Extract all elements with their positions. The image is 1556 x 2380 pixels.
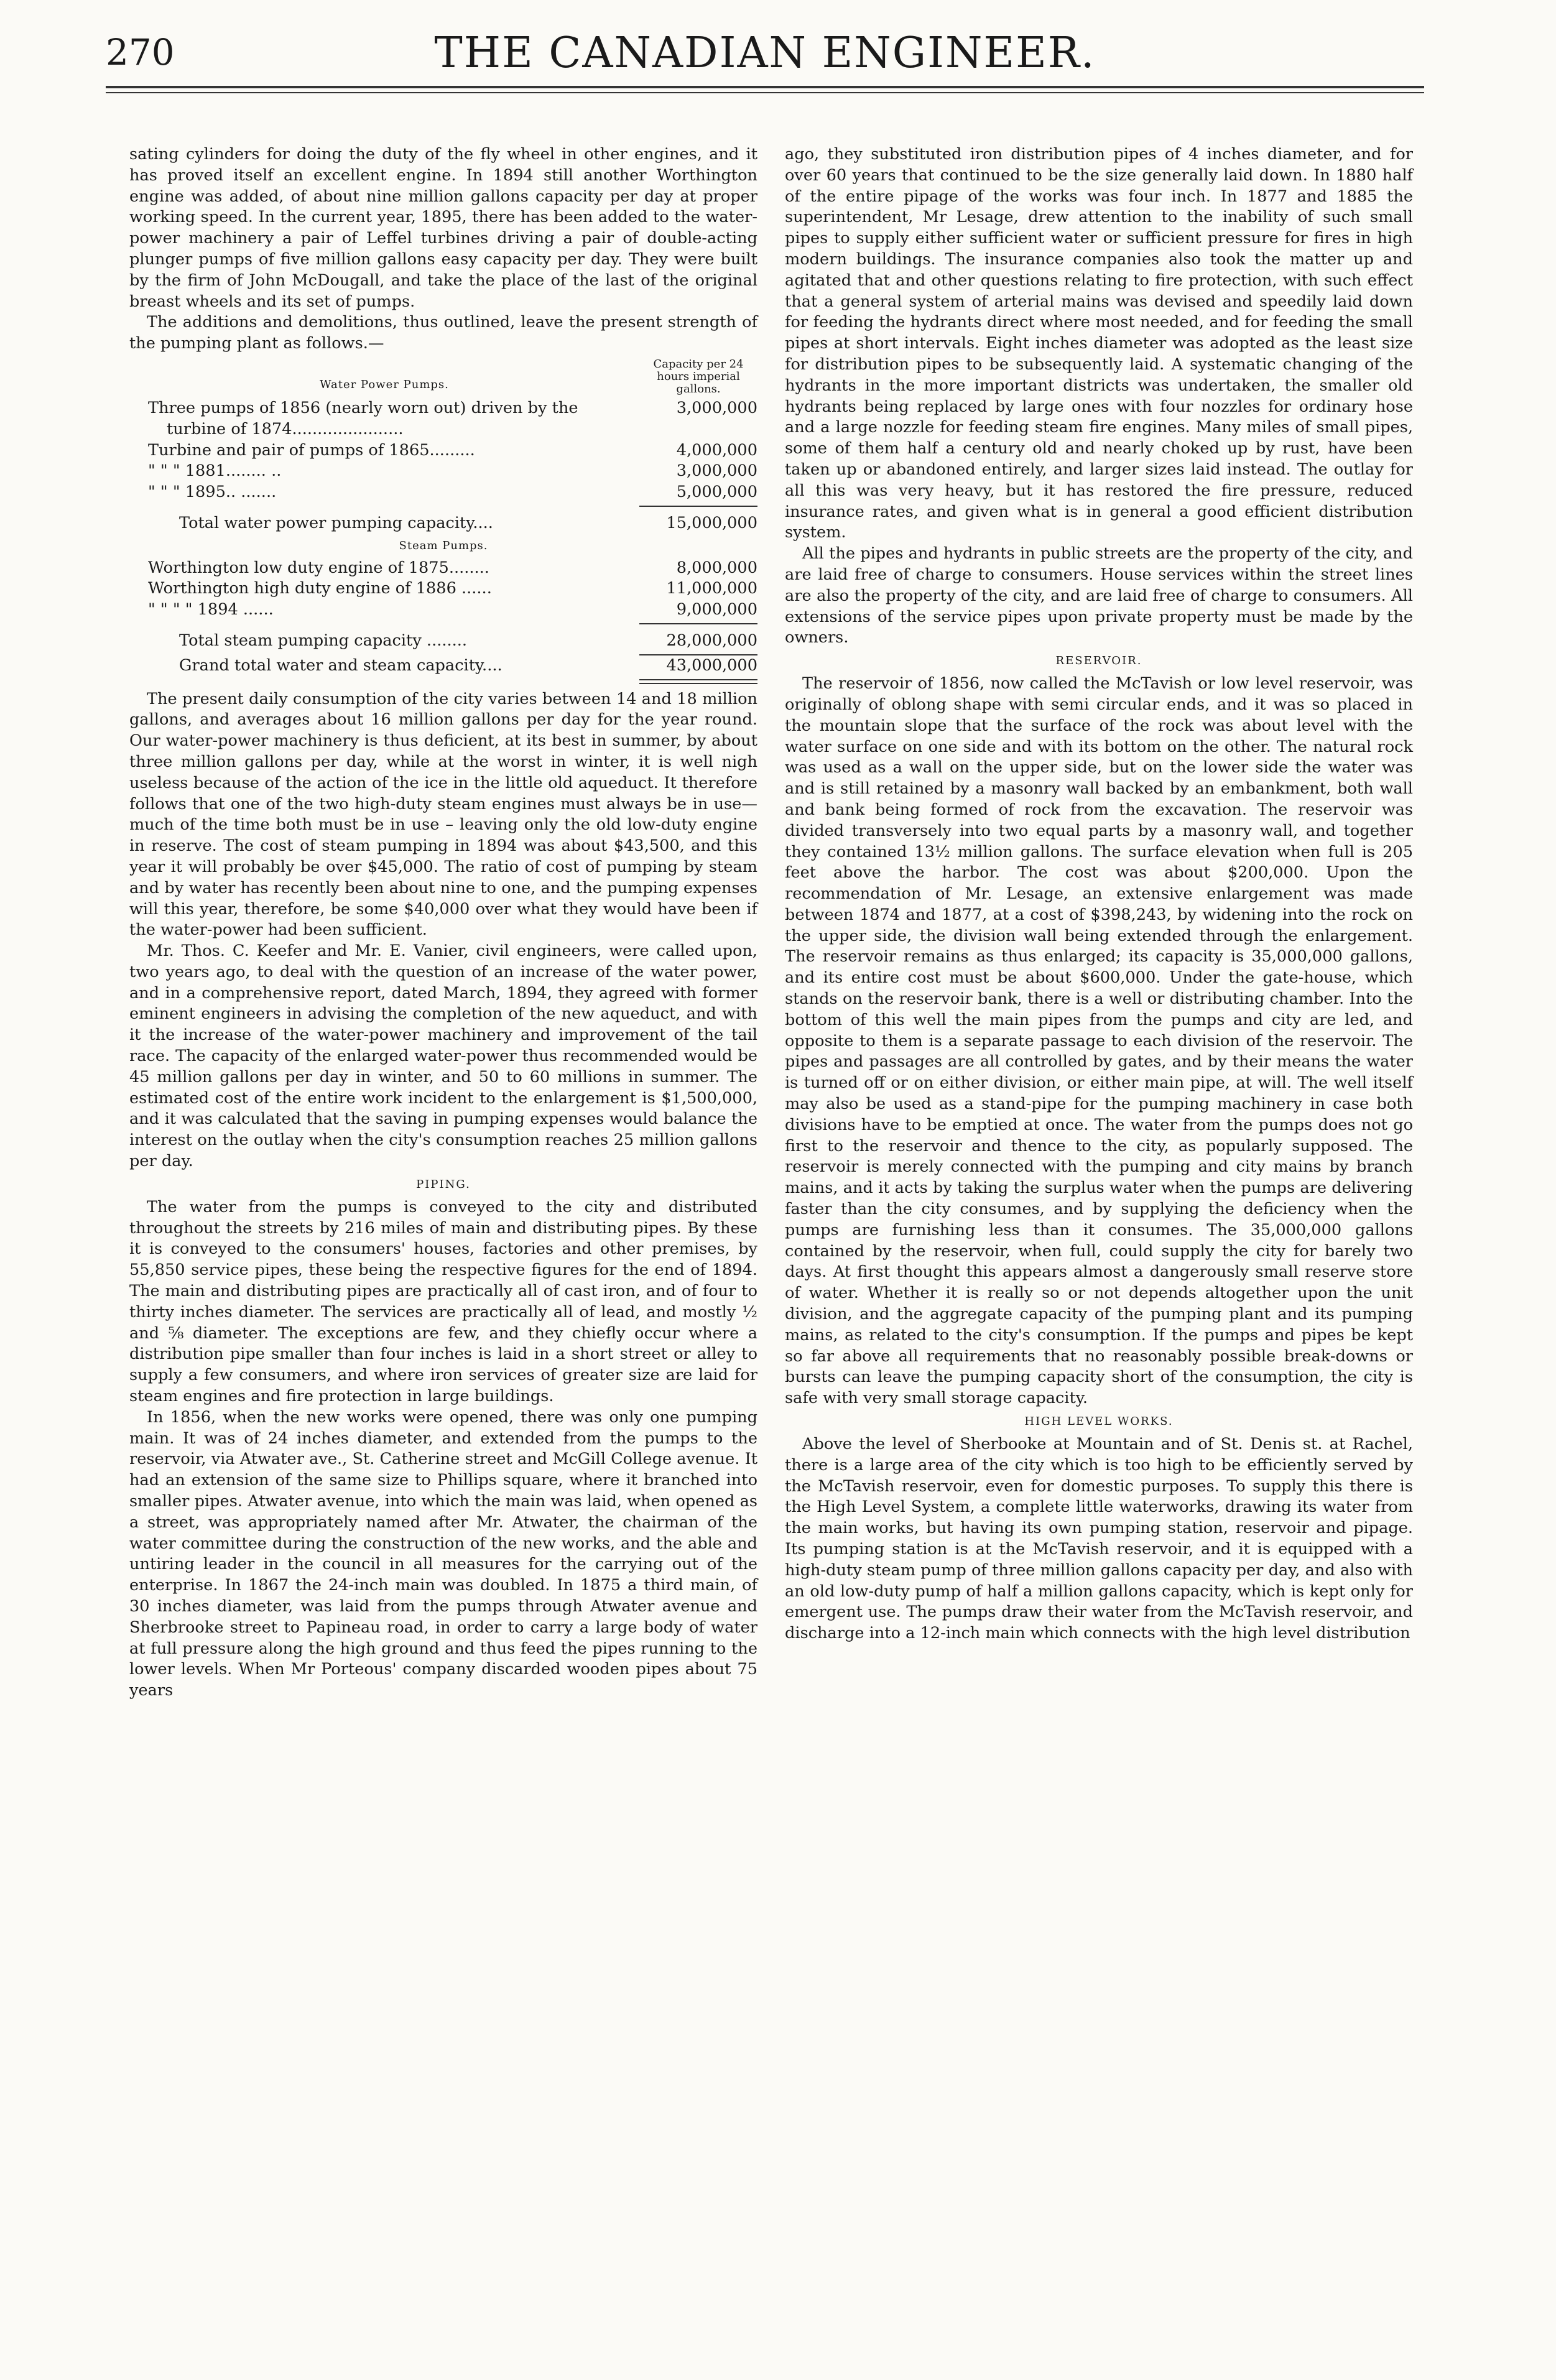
page-number: 270 <box>106 31 175 73</box>
water-power-pumps-label: Water Power Pumps. <box>320 378 449 392</box>
paragraph: All the pipes and hydrants in public streets are the property of the city, and are laid free of charge to consumers. House services within the street lines are also the property of the city, and are laid free of charge to consumers. All extensions of the service pipes upon private property must be made by the owners. <box>785 544 1413 647</box>
row-value: 15,000,000 <box>666 513 757 532</box>
table-row <box>129 600 757 621</box>
paragraph: The present daily consumption of the city varies between 14 and 18 million gallons, and averages about 16 million gallons per day for the year round. Our water-power machinery is thus deficient, at its best in summer, by about three million gallons per day, while at the worst in winter, it is well nigh useless because of the action of the ice in the little old aqueduct. It therefore follows that one of the two high-duty steam engines must always be in use—much of the time both must be in use – leaving only the old low-duty engine in reserve. The cost of steam pumping in 1894 was about $43,500, and this year it will probably be over $45,000. The ratio of cost of pumping by steam and by water has recently been about nine to one, and the pumping expenses will this year, therefore, be some $40,000 over what they would have been if the water-power had been sufficient. <box>129 689 757 940</box>
row-label: " " " 1881........ .. <box>148 461 282 481</box>
water-total-row <box>129 513 757 534</box>
table-row <box>129 440 757 461</box>
capacity-table <box>129 358 757 684</box>
capacity-table-header <box>129 358 757 396</box>
section-heading-piping: PIPING. <box>416 1177 471 1191</box>
row-label: Worthington low duty engine of 1875........ <box>148 558 489 577</box>
row-label: Total water power pumping capacity.... <box>179 513 493 532</box>
paragraph: In 1856, when the new works were opened, there was only one pumping main. It was of 24 inches diameter, and extended from the pumps to the reservoir, via Atwater ave., St. Catherine street and McGill College avenue. It had an extension of the same size to Phillips square, where it branched into smaller pipes. Atwater avenue, into which the main was laid, when opened as a street, was appropriately named after Mr. Atwater, the chairman of the water committee during the construction of the new works, and the able and untiring leader in the council in all measures for the carrying out of the enterprise. In 1867 the 24-inch main was doubled. In 1875 a third main, of 30 inches diameter, was laid from the pumps through Atwater avenue and Sherbrooke street to Papineau road, in order to carry a large body of water at full pressure along the high ground and thus feed the pipes running to the lower levels. When Mr Porteous' company discarded wooden pipes about 75 years <box>129 1407 757 1700</box>
steam-pumps-label: Steam Pumps. <box>399 539 488 552</box>
paragraph: The additions and demolitions, thus outlined, leave the present strength of the pumping plant as follows.— <box>129 313 757 353</box>
row-value: 4,000,000 <box>676 440 757 460</box>
row-label: Total steam pumping capacity ........ <box>179 631 468 650</box>
row-value: 9,000,000 <box>676 600 757 619</box>
left-column <box>129 144 757 1702</box>
header-rule <box>106 86 1424 88</box>
table-row <box>129 558 757 579</box>
row-value: 3,000,000 <box>676 461 757 481</box>
section-heading-reservoir: RESERVOIR. <box>1055 654 1142 668</box>
table-row <box>129 482 757 503</box>
steam-total-row <box>129 631 757 652</box>
table-row <box>129 461 757 482</box>
journal-title: THE CANADIAN ENGINEER. <box>434 29 1096 78</box>
paragraph: Mr. Thos. C. Keefer and Mr. E. Vanier, civil engineers, were called upon, two years ago, to deal with the question of an increase of the water power, and in a comprehensive report, dated March, 1894, they agreed with former eminent engineers in advising the completion of the new aqueduct, and with it the increase of the water-power machinery and improvement of the tail race. The capacity of the enlarged water-power thus recommended would be 45 million gallons per day in winter, and 50 to 60 millions in summer. The estimated cost of the entire work incident to the enlargement is $1,500,000, and it was calculated that the saving in pumping expenses would balance the interest on the outlay when the city's consumption reaches 25 million gallons per day. <box>129 942 757 1171</box>
row-value: 11,000,000 <box>666 579 757 598</box>
row-label: Three pumps of 1856 (nearly worn out) driven by the turbine of 1874...................... <box>148 398 578 438</box>
row-value: 43,000,000 <box>666 655 757 675</box>
paragraph: ago, they substituted iron distribution pipes of 4 inches diameter, and for over 60 years that continued to be the size generally laid down. In 1880 half of the entire pipage of the works was four inch. In 1877 and 1885 the superintendent, Mr Lesage, drew attention to the inability of such small pipes to supply either sufficient water or sufficient pressure for fires in high modern buildings. The insurance companies also took the matter up and agitated that and other questions relating to fire protection, with such effect that a general system of arterial mains was devised and speedily laid down for feeding the hydrants direct where most needed, and for feeding the small pipes at short intervals. Eight inches diameter was adopted as the least size for distribution pipes to be subsequently laid. A systematic changing of the hydrants in the more important districts was undertaken, the smaller old hydrants being replaced by large ones with four nozzles for ordinary hose and a large nozzle for feeding steam fire engines. Many miles of small pipes, some of them half a century old and nearly choked up by rust, have been taken up or abandoned entirely, and larger sizes laid instead. The outlay for all this was very heavy, but it has restored the fire pressure, reduced insurance rates, and given what is in general a good efficient distribution system. <box>785 145 1413 542</box>
paragraph: Above the level of Sherbooke at Mountain and of St. Denis st. at Rachel, there is a large area of the city which is too high to be efficiently served by the McTavish reservoir, even for domestic purposes. To supply this there is the High Level System, a complete little waterworks, drawing its water from the main works, but having its own pumping station, reservoir and pipage. Its pumping station is at the McTavish reservoir, and it is equipped with a high-duty steam pump of three million gallons capacity per day, and also with an old low-duty pump of half a million gallons capacity, which is kept only for emergent use. The pumps draw their water from the McTavish reservoir, and discharge into a 12-inch main which connects with the high level distribution <box>785 1435 1413 1643</box>
right-column <box>785 144 1413 1644</box>
table-row <box>129 398 757 440</box>
row-value: 8,000,000 <box>676 558 757 577</box>
capacity-unit-label: Capacity per 24 hours imperial gallons. <box>653 357 744 396</box>
row-value: 28,000,000 <box>666 631 757 650</box>
row-value: 5,000,000 <box>676 483 757 502</box>
paragraph: The water from the pumps is conveyed to the city and distributed throughout the streets by 216 miles of main and distributing pipes. By these it is conveyed to the consumers' houses, factories and other premises, by 55,850 service pipes, these being the respective figures for the end of 1894. The main and distributing pipes are practically all of cast iron, and of four to thirty inches diameter. The services are practically all of lead, and mostly ½ and ⅝ diameter. The exceptions are few, and they chiefly occur where a distribution pipe smaller than four inches is laid in a short street or alley to supply a few consumers, and where iron services of greater size are laid for steam engines and fire protection in large buildings. <box>129 1197 757 1406</box>
table-row <box>129 578 757 600</box>
row-value: 3,000,000 <box>676 398 757 417</box>
section-heading-high-level-works: HIGH LEVEL WORKS. <box>1024 1415 1174 1428</box>
row-label: Worthington high duty engine of 1886 ...... <box>148 579 492 598</box>
paragraph: The reservoir of 1856, now called the McTavish or low level reservoir, was originally of oblong shape with semi circular ends, and it was so placed in the mountain slope that the surface of the rock was about level with the water surface on one side and with its bottom on the other. The natural rock was used as a wall on the upper side, but on the lower side the water was and is still retained by a masonry wall backed by an embankment, both wall and bank being formed of rock from the excavation. The reservoir was divided transversely into two equal parts by a masonry wall, and together they contained 13½ million gallons. The surface elevation when full is 205 feet above the harbor. The cost was about $200,000. Upon the recommendation of Mr. Lesage, an extensive enlargement was made between 1874 and 1877, at a cost of $398,243, by widening into the rock on the upper side, the division wall being extended through the enlargement. The reservoir remains as thus enlarged; its capacity is 35,000,000 gallons, and its entire cost must be about $600,000. Under the gate-house, which stands on the reservoir bank, there is a well or distributing chamber. Into the bottom of this well the main pipes from the pumps and city are led, and opposite to them is a separate passage to each division of the reservoir. The pipes and passages are all controlled by gates, and by their means the water is turned off or on either division, or either main pipe, at will. The well itself may also be used as a stand-pipe for the pumping machinery in case both divisions have to be emptied at once. The water from the pumps does not go first to the reservoir and thence to the city, as popularly supposed. The reservoir is merely connected with the pumping and city mains by branch mains, and it acts by taking the surplus water when the pumps are delivering faster than the city consumes, and by supplying the deficiency when the pumps are furnishing less than it consumes. The 35,000,000 gallons contained by the reservoir, when full, could supply the city for barely two days. At first thought this appears almost a dangerously small reserve store of water. Whether it is really so or not depends altogether upon the unit division, and the aggregate capacity of the pumping plant and its pumping mains, as related to the city's consumption. If the pumps and pipes be kept so far above all requirements that no reasonably possible break-downs or bursts can leave the pumping capacity short of the consumption, the city is safe with very small storage capacity. <box>785 674 1413 1408</box>
paragraph: sating cylinders for doing the duty of the fly wheel in other engines, and it has proved itself an excellent engine. In 1894 still another Worthington engine was added, of about nine million gallons capacity per day at proper working speed. In the current year, 1895, there has been added to the water-power machinery a pair of Leffel turbines driving a pair of double-acting plunger pumps of five million gallons easy capacity per day. They were built by the firm of John McDougall, and take the place of the last of the original breast wheels and its set of pumps. <box>129 145 757 311</box>
grand-total-row <box>129 655 757 677</box>
double-rule <box>639 679 757 684</box>
row-label: " " " 1895.. ....... <box>148 483 277 502</box>
row-label: Turbine and pair of pumps of 1865......... <box>148 440 475 460</box>
page-header <box>106 24 1424 104</box>
row-label: " " " " 1894 ...... <box>148 600 274 619</box>
row-label: Grand total water and steam capacity.... <box>179 655 502 675</box>
header-rule-thin <box>106 92 1424 93</box>
